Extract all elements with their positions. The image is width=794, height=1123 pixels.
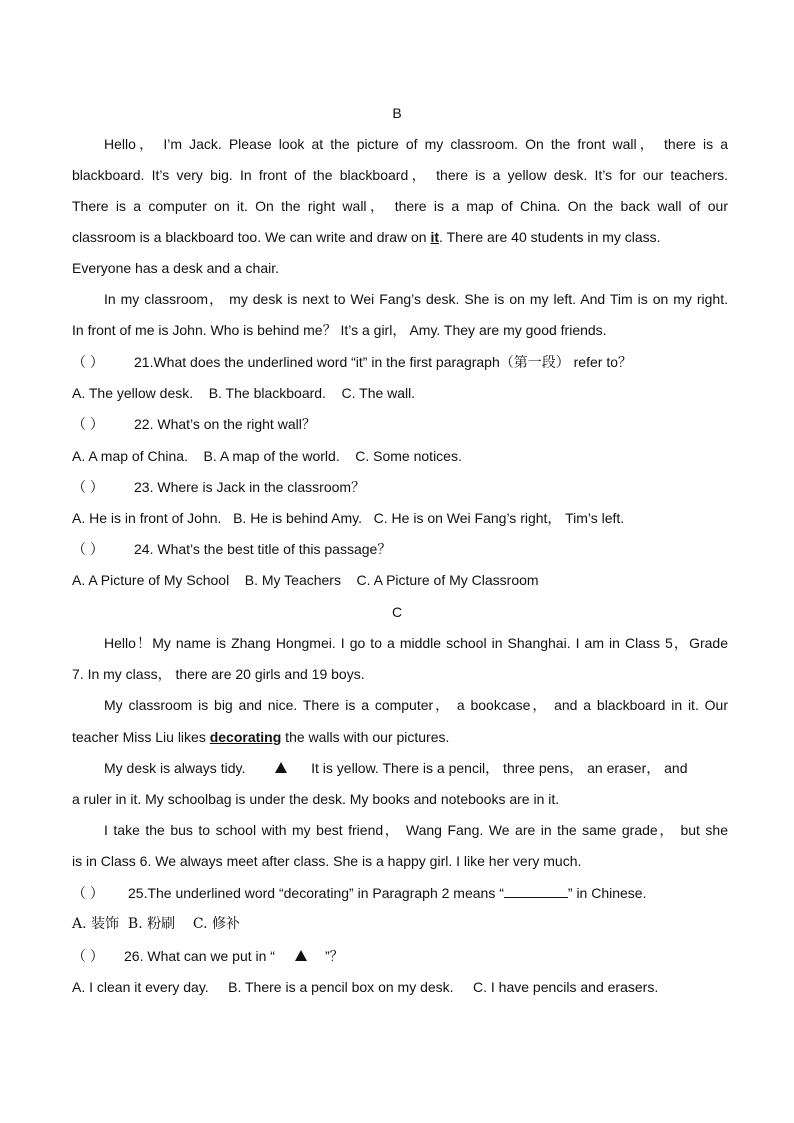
- question-21: [72, 352, 728, 372]
- question-26-options: A. I clean it every day. B. There is a pencil box on my desk. C. I have pencils and erasers.: [72, 979, 659, 995]
- text-segment: teacher Miss Liu likes: [72, 729, 210, 745]
- b-paragraph-1-line-3: There is a computer on it. On the right wall， there is a map of China. On the back wall of our: [72, 198, 728, 214]
- b-paragraph-1-line-2: blackboard. It’s very big. In front of the blackboard， there is a yellow desk. It’s for our teachers.: [72, 167, 728, 183]
- answer-blank[interactable]: （ ）: [72, 354, 104, 370]
- c-paragraph-1-line-2: 7. In my class， there are 20 girls and 19 boys.: [72, 666, 365, 682]
- c-paragraph-1-line-1: Hello！My name is Zhang Hongmei. I go to a middle school in Shanghai. I am in Class 5，Grade: [104, 635, 728, 651]
- underlined-word-it: it: [430, 229, 440, 245]
- fill-in-blank[interactable]: [504, 883, 568, 898]
- question-21-options: A. The yellow desk. B. The blackboard. C. The wall.: [72, 385, 416, 401]
- text-segment: My desk is always tidy.: [104, 760, 246, 776]
- section-c-heading: C: [391, 604, 403, 620]
- question-24-options: A. A Picture of My School B. My Teachers C. A Picture of My Classroom: [72, 572, 539, 588]
- text-segment: the walls with our pictures.: [281, 729, 450, 745]
- triangle-blank-icon: [295, 950, 307, 961]
- text-segment: classroom is a blackboard too. We can write and draw on: [72, 229, 431, 245]
- question-22-options: A. A map of China. B. A map of the world. C. Some notices.: [72, 448, 462, 464]
- c-paragraph-4-line-1: I take the bus to school with my best friend， Wang Fang. We are in the same grade， but she: [104, 822, 728, 838]
- b-paragraph-1-line-1: Hello， I’m Jack. Please look at the picture of my classroom. On the front wall， there is a: [104, 136, 728, 152]
- b-paragraph-1-line-4: [72, 227, 728, 247]
- c-paragraph-3-line-2: a ruler in it. My schoolbag is under the desk. My books and notebooks are in it.: [72, 791, 560, 807]
- answer-blank[interactable]: （ ）: [72, 416, 104, 432]
- b-paragraph-2-line-2: In front of me is John. Who is behind me？ It’s a girl， Amy. They are my good friends.: [72, 322, 607, 338]
- underlined-word-decorating: decorating: [209, 729, 282, 745]
- b-paragraph-2-line-1: In my classroom， my desk is next to Wei Fang’s desk. She is on my left. And Tim is on my right.: [104, 291, 728, 307]
- answer-blank[interactable]: （ ）: [72, 479, 104, 495]
- question-text: 21.What does the underlined word “it” in the first paragraph（第一段） refer to？: [134, 354, 632, 370]
- triangle-blank-icon: [275, 762, 287, 773]
- question-text: ”？: [324, 948, 344, 964]
- question-23-options: A. He is in front of John. B. He is behind Amy. C. He is on Wei Fang’s right， Tim’s left.: [72, 510, 625, 526]
- answer-blank[interactable]: （ ）: [72, 885, 104, 901]
- question-text: 22. What’s on the right wall？: [134, 416, 316, 432]
- question-23: [72, 477, 728, 497]
- question-text: 25.The underlined word “decorating” in Paragraph 2 means “: [128, 885, 504, 901]
- question-26: [72, 946, 728, 966]
- question-text: 26. What can we put in “: [124, 948, 275, 964]
- c-paragraph-2-line-2: [72, 727, 728, 747]
- c-paragraph-2-line-1: My classroom is big and nice. There is a computer， a bookcase， and a blackboard in it. Our: [104, 697, 728, 713]
- question-25-options: A. 装饰 B. 粉刷 C. 修补: [72, 916, 241, 932]
- question-24: [72, 539, 728, 559]
- b-paragraph-1-line-5: Everyone has a desk and a chair.: [72, 260, 280, 276]
- answer-blank[interactable]: （ ）: [72, 541, 104, 557]
- text-segment: . There are 40 students in my class.: [439, 229, 661, 245]
- question-text: 23. Where is Jack in the classroom？: [134, 479, 366, 495]
- question-text: ” in Chinese.: [567, 885, 647, 901]
- c-paragraph-4-line-2: is in Class 6. We always meet after class. She is a happy girl. I like her very much.: [72, 853, 582, 869]
- question-22: [72, 414, 728, 434]
- question-text: 24. What’s the best title of this passage？: [134, 541, 392, 557]
- section-b-heading: B: [392, 105, 402, 121]
- c-paragraph-3-line-1: [72, 758, 728, 778]
- text-segment: It is yellow. There is a pencil， three pens， an eraser， and: [311, 760, 688, 776]
- question-25: [72, 883, 728, 903]
- answer-blank[interactable]: （ ）: [72, 948, 104, 964]
